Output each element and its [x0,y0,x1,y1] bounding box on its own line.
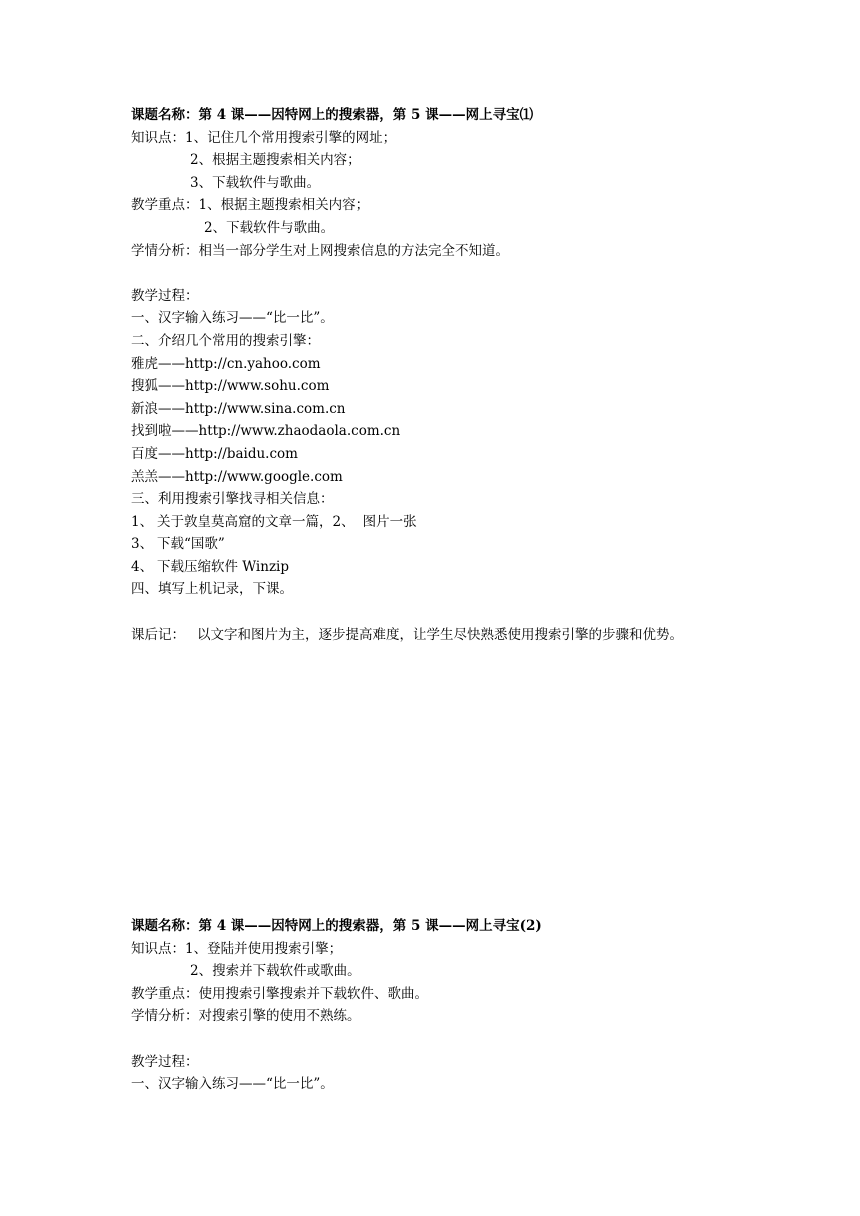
reflection-label: 课后记： [131,626,185,643]
knowledge-item: 1、记住几个常用搜索引擎的网址； [185,129,397,146]
lesson-1-analysis: 学情分析：相当一部分学生对上网搜索信息的方法完全不知道。 [131,242,509,259]
search-engine-zhaodaola: 找到啦——http://www.zhaodaola.com.cn [131,423,401,440]
task-number: 3、 [131,536,154,553]
process-step: 一、汉字输入练习——“比一比”。 [131,1076,334,1093]
process-step: 二、介绍几个常用的搜索引擎： [131,332,320,349]
search-engine-baidu: 百度——http://baidu.com [131,445,298,462]
task-number: 1、 [131,513,154,530]
task-item [131,533,831,556]
task-item [131,556,831,579]
search-engine-sina: 新浪——http://www.sina.com.cn [131,400,346,417]
task-text: 下载压缩软件 Winzip [157,558,290,575]
process-step: 一、汉字输入练习——“比一比”。 [131,310,334,327]
lesson-2-knowledge-line-1 [131,938,831,961]
lesson-2-process-label: 教学过程： [131,1053,199,1070]
knowledge-item: 2、根据主题搜索相关内容； [190,152,361,169]
knowledge-item: 3、下载软件与歌曲。 [190,174,321,191]
lesson-1-knowledge-line-1 [131,127,831,150]
lesson-2-section [131,915,831,1096]
process-step: 三、利用搜索引擎找寻相关信息： [131,491,334,508]
focus-item: 2、下载软件与歌曲。 [204,219,335,236]
lesson-2-analysis: 学情分析：对搜索引擎的使用不熟练。 [131,1008,361,1025]
spacer [131,601,831,624]
focus-item: 1、根据主题搜索相关内容； [198,197,370,214]
task-number: 4、 [131,558,154,575]
task-text: 下载“国歌” [157,536,225,553]
task-text: 图片一张 [362,513,417,530]
search-engine-sohu: 搜狐——http://www.sohu.com [131,378,330,395]
reflection-text: 以文字和图片为主，逐步提高难度，让学生尽快熟悉使用搜索引擎的步骤和优势。 [197,626,683,643]
lesson-1-reflection [131,624,831,647]
lesson-1-title: 课题名称：第 4 课——因特网上的搜索器，第 5 课——网上寻宝⑴ [131,107,534,123]
lesson-1-section [131,104,831,646]
lesson-1-process-label: 教学过程： [131,287,199,304]
search-engine-yahoo: 雅虎——http://cn.yahoo.com [131,355,321,372]
knowledge-item: 1、登陆并使用搜索引擎； [185,940,343,957]
search-engine-google: 羔羔——http://www.google.com [131,468,343,485]
knowledge-label: 知识点： [131,940,185,957]
task-item [131,511,831,534]
spacer [131,262,831,285]
lesson-1-focus-line-1 [131,194,831,217]
spacer [131,1028,831,1051]
focus-label: 教学重点： [131,197,199,214]
lesson-2-title: 课题名称：第 4 课——因特网上的搜索器，第 5 课——网上寻宝(2) [131,918,542,934]
knowledge-item: 2、搜索并下载软件或歌曲。 [190,963,361,980]
task-text: 关于敦皇莫高窟的文章一篇，2、 [157,513,355,530]
knowledge-label: 知识点： [131,129,185,146]
lesson-2-focus: 教学重点：使用搜索引擎搜索并下载软件、歌曲。 [131,985,428,1002]
process-step: 四、填写上机记录，下课。 [131,581,293,598]
